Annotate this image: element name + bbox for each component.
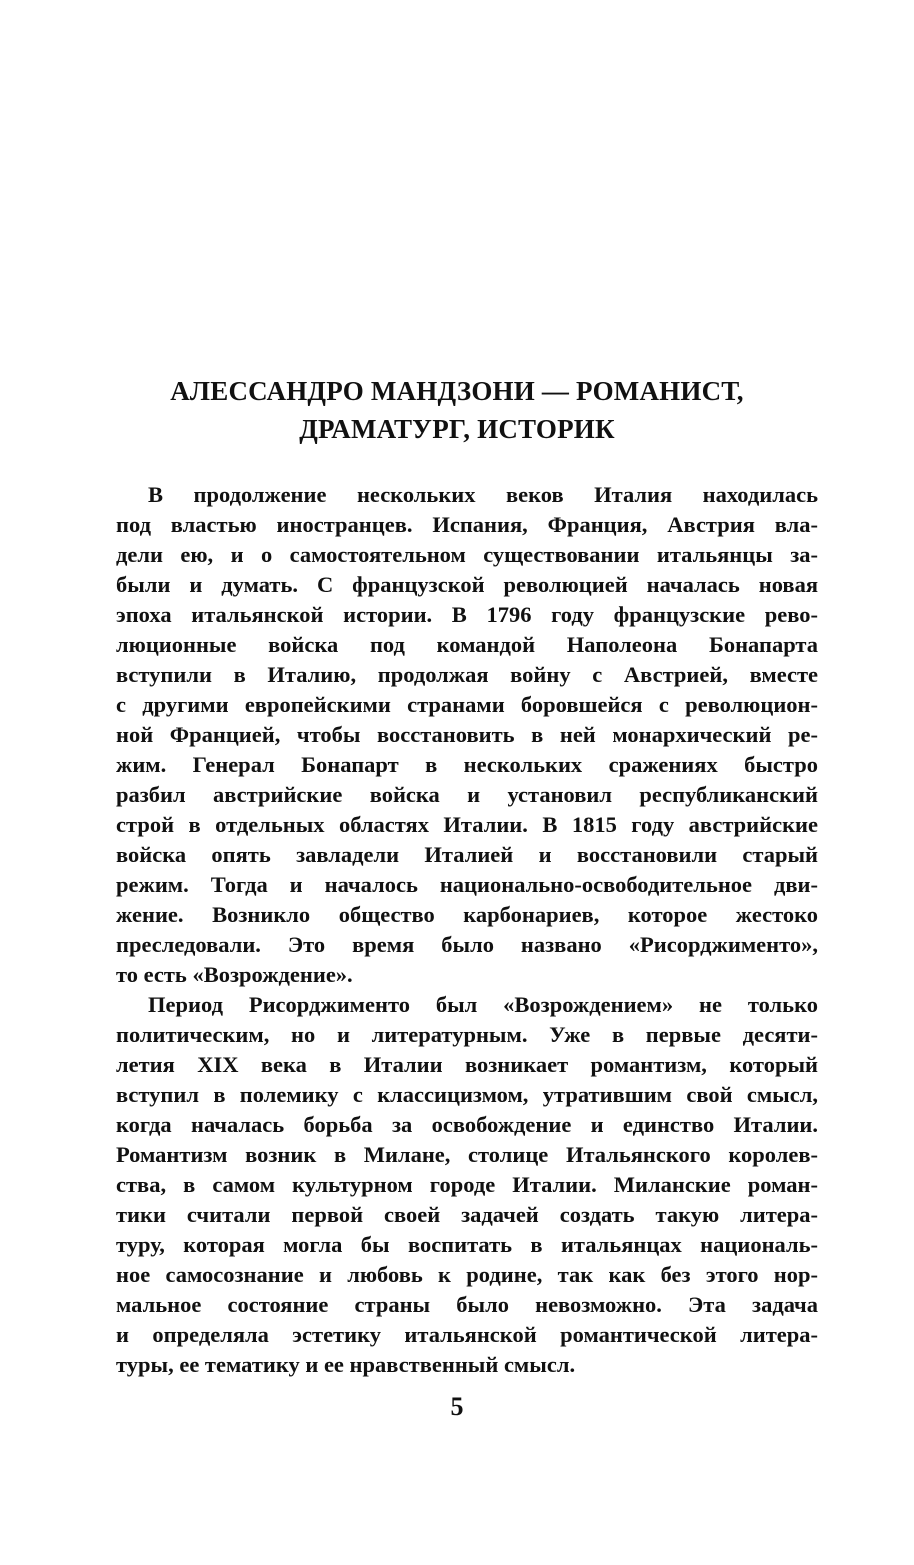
chapter-title [100,372,814,448]
chapter-title-line-1: АЛЕССАНДРО МАНДЗОНИ — РОМАНИСТ, [170,376,744,406]
text-line: тики считали первой своей задачей создать такую литера- [116,1202,818,1227]
paragraph-1 [116,480,818,990]
text-line: туру, которая могла бы воспитать в итальянцах националь- [116,1232,818,1257]
text-line: ное самосознание и любовь к родине, так как без этого нор- [116,1262,818,1287]
text-line: были и думать. С французской революцией началась новая [116,572,818,597]
text-line: летия XIX века в Италии возникает романтизм, который [116,1052,818,1077]
text-line: Период Рисорджименто был «Возрождением» не только [148,992,818,1017]
text-line: мальное состояние страны было невозможно. Эта задача [116,1292,818,1317]
text-line: вступил в полемику с классицизмом, утратившим свой смысл, [116,1082,818,1107]
text-line: люционные войска под командой Наполеона Бонапарта [116,632,818,657]
text-line: жение. Возникло общество карбонариев, которое жестоко [116,902,818,927]
text-line: то есть «Возрождение». [116,962,353,987]
text-line: когда началась борьба за освобождение и единство Италии. [116,1112,818,1137]
text-line: политическим, но и литературным. Уже в первые десяти- [116,1022,818,1047]
text-line: разбил австрийские войска и установил республиканский [116,782,818,807]
text-line: преследовали. Это время было названо «Рисорджименто», [116,932,818,957]
text-line: и определяла эстетику итальянской романтической литера- [116,1322,818,1347]
text-line: Романтизм возник в Милане, столице Итальянского королев- [116,1142,818,1167]
text-line: с другими европейскими странами боровшейся с революцион- [116,692,818,717]
text-line: вступили в Италию, продолжая войну с Австрией, вместе [116,662,818,687]
chapter-title-line-2: ДРАМАТУРГ, ИСТОРИК [299,414,615,444]
text-line: В продолжение нескольких веков Италия находилась [148,482,818,507]
text-line: режим. Тогда и началось национально-освободительное дви- [116,872,818,897]
text-line: ства, в самом культурном городе Италии. Миланские роман- [116,1172,818,1197]
paragraph-2 [116,990,818,1380]
text-line: эпоха итальянской истории. В 1796 году французские рево- [116,602,818,627]
text-line: ной Францией, чтобы восстановить в ней монархический ре- [116,722,818,747]
text-line: войска опять завладели Италией и восстановили старый [116,842,818,867]
page-number: 5 [450,1392,464,1421]
text-line: жим. Генерал Бонапарт в нескольких сражениях быстро [116,752,818,777]
text-line: строй в отдельных областях Италии. В 1815 году австрийские [116,812,818,837]
text-line: дели ею, и о самостоятельном существовании итальянцы за- [116,542,818,567]
text-line: под властью иностранцев. Испания, Франция, Австрия вла- [116,512,818,537]
text-line: туры, ее тематику и ее нравственный смысл. [116,1352,576,1377]
body-text [116,480,818,1380]
